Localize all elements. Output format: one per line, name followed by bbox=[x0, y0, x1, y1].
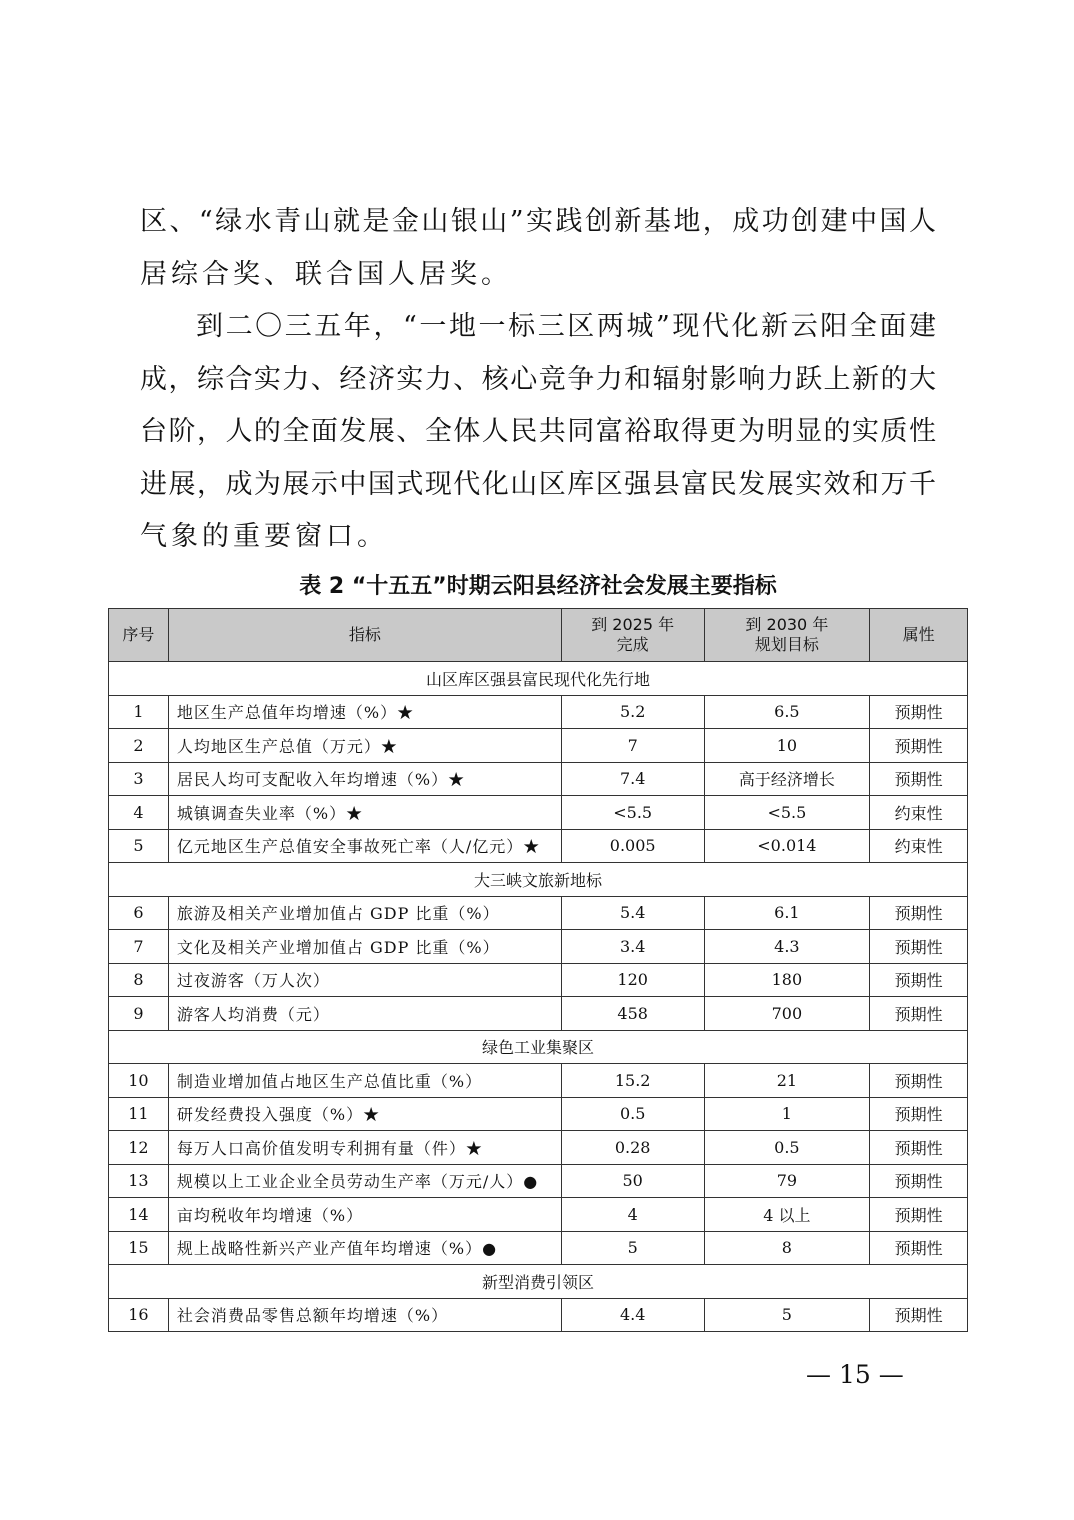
table-row bbox=[109, 1064, 968, 1098]
cell-2030: <0.014 bbox=[704, 829, 870, 863]
cell-indicator: 亿元地区生产总值安全事故死亡率（人/亿元）★ bbox=[168, 829, 561, 863]
cell-2030: 6.5 bbox=[704, 695, 870, 729]
cell-2030: 8 bbox=[704, 1231, 870, 1265]
page-number: — 15 — bbox=[806, 1360, 904, 1389]
cell-attribute: 预期性 bbox=[870, 695, 968, 729]
section-row bbox=[109, 1030, 968, 1064]
cell-2025: 4.4 bbox=[561, 1298, 704, 1332]
cell-indicator: 亩均税收年均增速（%） bbox=[168, 1198, 561, 1232]
text-line: 进展，成为展示中国式现代化山区库区强县富民发展实效和万千 bbox=[140, 468, 936, 500]
table-row bbox=[109, 796, 968, 830]
cell-2030: 高于经济增长 bbox=[704, 762, 870, 796]
cell-indicator: 文化及相关产业增加值占 GDP 比重（%） bbox=[168, 930, 561, 964]
cell-2030: 0.5 bbox=[704, 1131, 870, 1165]
cell-indicator: 地区生产总值年均增速（%）★ bbox=[168, 695, 561, 729]
cell-2025: <5.5 bbox=[561, 796, 704, 830]
cell-attribute: 预期性 bbox=[870, 896, 968, 930]
cell-indicator: 过夜游客（万人次） bbox=[168, 963, 561, 997]
section-row bbox=[109, 662, 968, 696]
cell-2025: 5 bbox=[561, 1231, 704, 1265]
cell-attribute: 预期性 bbox=[870, 997, 968, 1031]
table-row bbox=[109, 1131, 968, 1165]
cell-2030: 1 bbox=[704, 1097, 870, 1131]
table-row bbox=[109, 1231, 968, 1265]
header-2025-line2: 完成 bbox=[616, 635, 649, 654]
cell-index: 2 bbox=[109, 729, 169, 763]
cell-2025: 50 bbox=[561, 1164, 704, 1198]
cell-index: 11 bbox=[109, 1097, 169, 1131]
header-2030 bbox=[704, 609, 870, 662]
cell-2030: 5 bbox=[704, 1298, 870, 1332]
header-2025-line1: 到 2025 年 bbox=[591, 615, 675, 634]
cell-attribute: 预期性 bbox=[870, 930, 968, 964]
cell-attribute: 约束性 bbox=[870, 796, 968, 830]
header-2030-line1: 到 2030 年 bbox=[745, 615, 829, 634]
cell-indicator: 游客人均消费（元） bbox=[168, 997, 561, 1031]
cell-index: 16 bbox=[109, 1298, 169, 1332]
cell-attribute: 预期性 bbox=[870, 1064, 968, 1098]
table-header-row bbox=[109, 609, 968, 662]
cell-attribute: 预期性 bbox=[870, 1198, 968, 1232]
cell-2025: 0.28 bbox=[561, 1131, 704, 1165]
section-row bbox=[109, 1265, 968, 1299]
table-row bbox=[109, 963, 968, 997]
cell-index: 3 bbox=[109, 762, 169, 796]
cell-attribute: 预期性 bbox=[870, 1164, 968, 1198]
cell-2025: 4 bbox=[561, 1198, 704, 1232]
table-row bbox=[109, 762, 968, 796]
cell-index: 1 bbox=[109, 695, 169, 729]
cell-2025: 7 bbox=[561, 729, 704, 763]
header-2025 bbox=[561, 609, 704, 662]
cell-index: 9 bbox=[109, 997, 169, 1031]
cell-2025: 120 bbox=[561, 963, 704, 997]
cell-2030: <5.5 bbox=[704, 796, 870, 830]
cell-indicator: 制造业增加值占地区生产总值比重（%） bbox=[168, 1064, 561, 1098]
table-row bbox=[109, 1298, 968, 1332]
cell-2025: 5.2 bbox=[561, 695, 704, 729]
cell-index: 10 bbox=[109, 1064, 169, 1098]
cell-2025: 5.4 bbox=[561, 896, 704, 930]
cell-2025: 0.5 bbox=[561, 1097, 704, 1131]
cell-2030: 79 bbox=[704, 1164, 870, 1198]
cell-indicator: 规模以上工业企业全员劳动生产率（万元/人）● bbox=[168, 1164, 561, 1198]
cell-index: 12 bbox=[109, 1131, 169, 1165]
cell-2025: 15.2 bbox=[561, 1064, 704, 1098]
text-line: 成，综合实力、经济实力、核心竞争力和辐射影响力跃上新的大 bbox=[140, 363, 936, 395]
cell-attribute: 预期性 bbox=[870, 963, 968, 997]
cell-indicator: 每万人口高价值发明专利拥有量（件）★ bbox=[168, 1131, 561, 1165]
cell-2030: 4 以上 bbox=[704, 1198, 870, 1232]
cell-2030: 10 bbox=[704, 729, 870, 763]
section-title: 大三峡文旅新地标 bbox=[109, 863, 968, 897]
cell-index: 6 bbox=[109, 896, 169, 930]
cell-index: 4 bbox=[109, 796, 169, 830]
table-row bbox=[109, 1198, 968, 1232]
cell-index: 14 bbox=[109, 1198, 169, 1232]
cell-index: 13 bbox=[109, 1164, 169, 1198]
cell-attribute: 预期性 bbox=[870, 1231, 968, 1265]
cell-indicator: 人均地区生产总值（万元）★ bbox=[168, 729, 561, 763]
section-title: 绿色工业集聚区 bbox=[109, 1030, 968, 1064]
cell-attribute: 预期性 bbox=[870, 1097, 968, 1131]
cell-attribute: 预期性 bbox=[870, 762, 968, 796]
table-row bbox=[109, 729, 968, 763]
cell-indicator: 城镇调查失业率（%）★ bbox=[168, 796, 561, 830]
cell-2025: 0.005 bbox=[561, 829, 704, 863]
cell-2030: 4.3 bbox=[704, 930, 870, 964]
cell-2030: 180 bbox=[704, 963, 870, 997]
header-index: 序号 bbox=[109, 609, 169, 662]
text-line: 台阶，人的全面发展、全体人民共同富裕取得更为明显的实质性 bbox=[140, 416, 936, 447]
text-line: 居综合奖、联合国人居奖。 bbox=[140, 258, 512, 290]
indicator-table bbox=[108, 608, 968, 1332]
text-line: 区、“绿水青山就是金山银山”实践创新基地，成功创建中国人 bbox=[140, 206, 936, 237]
table-row bbox=[109, 1097, 968, 1131]
cell-attribute: 预期性 bbox=[870, 729, 968, 763]
cell-attribute: 预期性 bbox=[870, 1131, 968, 1165]
cell-index: 8 bbox=[109, 963, 169, 997]
cell-2030: 6.1 bbox=[704, 896, 870, 930]
cell-index: 15 bbox=[109, 1231, 169, 1265]
cell-indicator: 研发经费投入强度（%）★ bbox=[168, 1097, 561, 1131]
table-row bbox=[109, 1164, 968, 1198]
text-line: 到二〇三五年，“一地一标三区两城”现代化新云阳全面建 bbox=[196, 311, 936, 342]
table-row bbox=[109, 997, 968, 1031]
table-row bbox=[109, 930, 968, 964]
header-indicator: 指标 bbox=[168, 609, 561, 662]
section-title: 新型消费引领区 bbox=[109, 1265, 968, 1299]
section-title: 山区库区强县富民现代化先行地 bbox=[109, 662, 968, 696]
cell-indicator: 社会消费品零售总额年均增速（%） bbox=[168, 1298, 561, 1332]
section-row bbox=[109, 863, 968, 897]
text-line: 气象的重要窗口。 bbox=[140, 521, 388, 552]
cell-attribute: 预期性 bbox=[870, 1298, 968, 1332]
header-attribute: 属性 bbox=[870, 609, 968, 662]
cell-index: 5 bbox=[109, 829, 169, 863]
cell-2030: 21 bbox=[704, 1064, 870, 1098]
cell-2025: 458 bbox=[561, 997, 704, 1031]
cell-indicator: 旅游及相关产业增加值占 GDP 比重（%） bbox=[168, 896, 561, 930]
table-row bbox=[109, 896, 968, 930]
table-title: 表 2 “十五五”时期云阳县经济社会发展主要指标 bbox=[299, 574, 777, 599]
table-row bbox=[109, 695, 968, 729]
cell-2025: 3.4 bbox=[561, 930, 704, 964]
cell-indicator: 居民人均可支配收入年均增速（%）★ bbox=[168, 762, 561, 796]
cell-2030: 700 bbox=[704, 997, 870, 1031]
cell-attribute: 约束性 bbox=[870, 829, 968, 863]
header-2030-line2: 规划目标 bbox=[754, 635, 819, 654]
body-paragraph bbox=[140, 196, 936, 564]
table-row bbox=[109, 829, 968, 863]
cell-index: 7 bbox=[109, 930, 169, 964]
cell-2025: 7.4 bbox=[561, 762, 704, 796]
cell-indicator: 规上战略性新兴产业产值年均增速（%）● bbox=[168, 1231, 561, 1265]
